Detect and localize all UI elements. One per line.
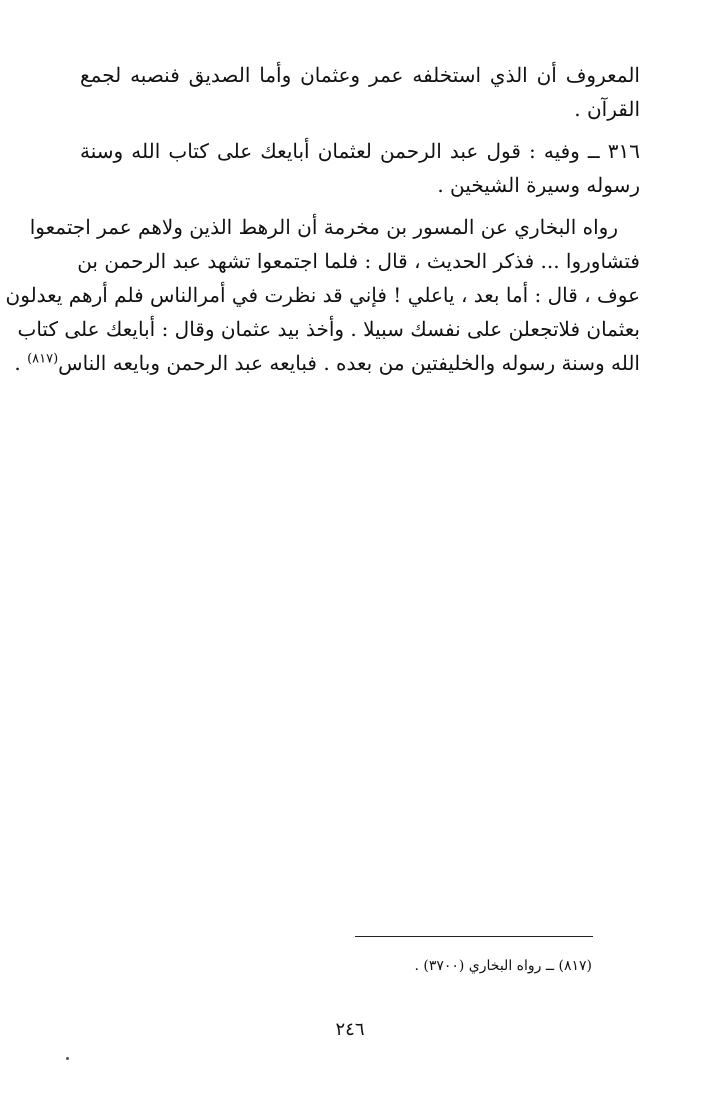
text-line: عوف ، قال : أما بعد ، ياعلي ! فإني قد نظرت في أمرالناس فلم أرهم يعدلون bbox=[5, 283, 640, 307]
text-line-body: الله وسنة رسوله والخليفتين من بعده . فبايعه عبد الرحمن وبايعه الناس bbox=[58, 351, 640, 375]
paragraph-1 bbox=[80, 58, 640, 126]
footnote: (٨١٧) ــ رواه البخاري (٣٧٠٠) . bbox=[414, 958, 592, 974]
footnote-divider bbox=[355, 936, 593, 937]
text-line: رواه البخاري عن المسور بن مخرمة أن الرهط الذين ولاهم عمر اجتمعوا bbox=[29, 215, 618, 239]
text-line: القرآن . bbox=[574, 97, 640, 121]
page-number: ٢٤٦ bbox=[335, 1019, 365, 1040]
text-line: ٣١٦ ــ وفيه : قول عبد الرحمن لعثمان أبايعك على كتاب الله وسنة bbox=[80, 139, 640, 163]
text-line: رسوله وسيرة الشيخين . bbox=[437, 173, 640, 197]
text-line: المعروف أن الذي استخلفه عمر وعثمان وأما الصديق فنصبه لجمع bbox=[80, 63, 640, 87]
footnote-reference: (٨١٧) bbox=[27, 351, 59, 367]
scan-speck bbox=[66, 1057, 69, 1060]
text-line: فتشاوروا ... فذكر الحديث ، قال : فلما اجتمعوا تشهد عبد الرحمن بن bbox=[77, 249, 640, 273]
sentence-end: . bbox=[14, 351, 28, 375]
paragraph-3 bbox=[5, 210, 640, 380]
text-line-last bbox=[14, 346, 640, 380]
text-line: بعثمان فلاتجعلن على نفسك سبيلا . وأخذ بيد عثمان وقال : أبايعك على كتاب bbox=[17, 317, 640, 341]
paragraph-2 bbox=[80, 134, 640, 202]
